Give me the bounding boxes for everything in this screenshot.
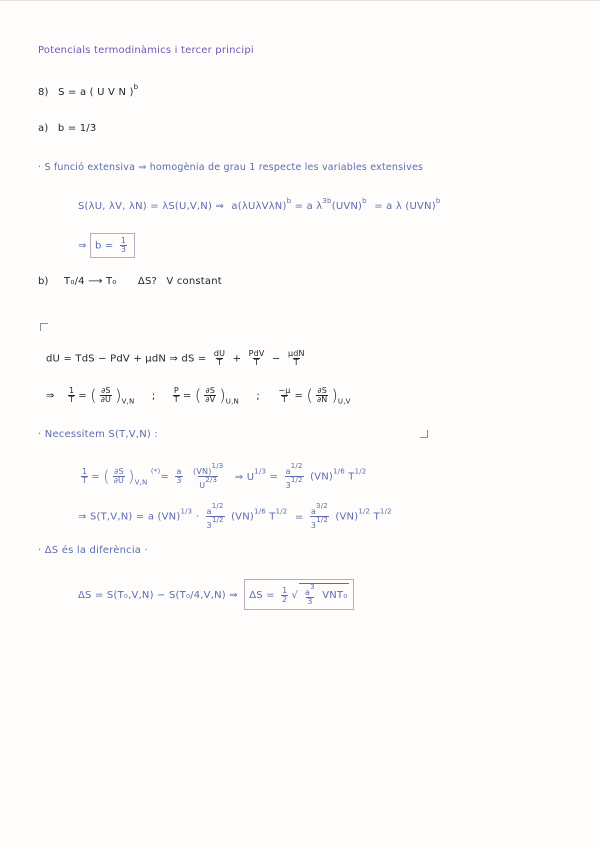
part-b-process: T₀/4 ⟶ T₀: [64, 276, 117, 287]
t1-partial-den: ∂U: [113, 476, 125, 485]
part-b-statement: [38, 277, 222, 287]
page-top-border: [0, 0, 600, 1]
t2-g-den: 3: [310, 521, 317, 530]
final-sqrt-den: 3: [307, 597, 313, 606]
t2-T: T: [269, 511, 276, 523]
rel3-lhs-num: −μ: [278, 386, 291, 395]
difference-note: · ΔS és la diferència ·: [38, 545, 148, 556]
t1-T-exp: 1/2: [354, 467, 367, 476]
t2-eq: =: [294, 511, 304, 523]
rel3-partial: [316, 387, 329, 404]
t2-f-den-exp: 1/2: [211, 516, 224, 524]
t1-c-den: 3: [285, 481, 291, 490]
bracket-top-left: [40, 323, 48, 331]
part-a-answer: [38, 124, 96, 134]
ds-frac-1-num: dU: [213, 349, 226, 358]
rel3-lhs-den: T: [281, 395, 287, 404]
t2-mid: (VN): [231, 511, 255, 523]
ds-frac-1-den: T: [217, 358, 223, 367]
rel1-partial-num: ∂S: [101, 386, 111, 395]
t1-star: (*): [150, 467, 161, 476]
problem-number: 8): [38, 87, 49, 98]
need-note: · Necessitem S(T,V,N) :: [38, 429, 158, 440]
t2-f-num-exp: 1/2: [211, 502, 224, 510]
t1-lhs: [81, 468, 88, 485]
t1-partial: [113, 468, 125, 485]
ds-frac-2: [248, 350, 266, 367]
rel3-partial-den: ∂N: [316, 395, 328, 404]
t2-g-frac: [310, 503, 329, 530]
homog-r1-exp: 3b: [322, 197, 332, 205]
rel-semicolon-2: ;: [256, 390, 260, 402]
rel1-lhs-num: 1: [68, 386, 75, 395]
final-result: [78, 579, 354, 610]
rel3-partial-num: ∂S: [317, 386, 328, 395]
t1-c-num: a: [285, 467, 291, 476]
rel2-lhs-den: T: [173, 395, 179, 404]
final-tail: VNT₀: [322, 590, 348, 601]
rel1-partial-den: ∂U: [100, 395, 112, 404]
t1-b-num-exp: 1/3: [211, 462, 224, 470]
final-box-lhs: ΔS =: [249, 590, 275, 601]
t1-a-frac: [175, 468, 182, 485]
homog-left: S(λU, λV, λN) = λS(U,V,N) ⇒: [78, 201, 225, 212]
t2-f-num: a: [206, 507, 212, 516]
ds-frac-1: [213, 350, 226, 367]
t1-T: T: [348, 471, 355, 483]
t1-b-num: (VN): [193, 467, 212, 476]
t1-b-frac: [192, 463, 224, 490]
t1-tail-exp: 1/6: [333, 467, 345, 476]
homog-r1b-exp: b: [362, 197, 367, 205]
problem-statement: [38, 84, 138, 98]
t2-tail-exp: 1/2: [358, 507, 371, 516]
part-a-note: · S funció extensiva ⇒ homogènia de grau 1 respecte les variables extensives: [38, 162, 424, 173]
t1-c-frac: [285, 463, 304, 490]
homog-r2: = a λ (UVN): [374, 201, 436, 212]
result-num: 1: [120, 236, 127, 245]
result-box: [90, 233, 135, 258]
t2-f-frac: [206, 503, 225, 530]
bracket-bottom-right: [420, 430, 428, 438]
page-title: Potencials termodinàmics i tercer principi: [38, 45, 254, 56]
t2-T2: T: [373, 511, 380, 523]
rel2-lhs: [173, 387, 180, 404]
rel3-lhs: [277, 387, 291, 404]
partial-relations: ⇒ $\frac{1}{T}$ = ( $\frac{\partial S}{\partial U}$ )$_{V,N}$ ; $\frac{P}{T}$ = ( $\frac{\partial S}{\partial V}$ )$_{U,N}$ ; $\frac{-\mu}{T}$ = ( $\frac{\partial S}{\partial N}$ )$_{U,V}$: [46, 385, 351, 406]
result-lhs: b =: [94, 240, 114, 252]
ds-frac-3: [287, 350, 306, 367]
final-frac-num: 1: [282, 585, 288, 595]
t1-tail: (VN): [310, 471, 334, 483]
rel1-sub: V,N: [121, 397, 135, 406]
t1-arrow-exp: 1/3: [254, 467, 267, 476]
problem-equation: S = a ( U V N ): [58, 87, 134, 98]
t1-a-num: a: [176, 467, 182, 476]
result-den: 3: [120, 245, 127, 254]
part-b-question: ΔS?: [137, 276, 158, 287]
rel2-sub: U,N: [225, 397, 239, 406]
t2-g-den-exp: 1/2: [316, 516, 329, 524]
rel-semicolon-1: ;: [151, 390, 156, 402]
final-box: ΔS = $\frac{1}{2}$ √ $\frac{a3}{3}$ VNT₀: [244, 579, 354, 610]
homog-mid: a(λUλVλN): [231, 201, 287, 212]
t2-f-den: 3: [206, 521, 212, 530]
problem-exponent: b: [133, 83, 139, 91]
du-line: dU = TdS − PdV + μdN ⇒ dS =: [46, 353, 207, 365]
final-frac: [281, 587, 288, 604]
final-frac-den: 2: [282, 594, 288, 604]
plus-sign: +: [232, 353, 242, 365]
final-sqrt-num-exp: 3: [310, 583, 315, 591]
homogeneity-equation: [78, 198, 440, 212]
t2-lhs-exp: 1/3: [180, 507, 193, 516]
part-b-label: b): [38, 276, 49, 287]
homog-r1b: (UVN): [331, 201, 363, 212]
t2-T2-exp: 1/2: [379, 507, 392, 516]
final-sqrt-num: a: [305, 588, 311, 597]
t1-b-den: U: [199, 481, 206, 490]
rel2-partial-den: ∂V: [205, 395, 216, 404]
t2-tail: (VN): [335, 511, 359, 523]
t1-sub: V,N: [134, 478, 148, 487]
part-a-value: b = 1/3: [57, 123, 97, 134]
rel1-partial: [100, 387, 112, 404]
part-a-label: a): [38, 123, 49, 134]
minus-sign: −: [271, 353, 281, 365]
t1-arrow: ⇒ U: [234, 471, 255, 483]
homog-r1: = a λ: [294, 201, 323, 212]
rel1-lhs: [68, 387, 75, 404]
result-arrow: ⇒: [78, 240, 87, 252]
t1-c-num-exp: 1/2: [290, 462, 303, 470]
temperature-relation: $\frac{1}{T}$ = ( $\frac{\partial S}{\partial U}$ )$_{V,N}$ (*)= $\frac{a}{3}$ $\frac{(VN)1/3}{U2/3}$ ⇒ $U^{1/3}$ = $\frac{a1/2}{31/2}$ (VN)$^{1/6}$ $T^{1/2}$: [82, 462, 367, 490]
rel2-lhs-num: P: [173, 386, 179, 395]
rel1-lhs-den: T: [69, 395, 75, 404]
entropy-expression: [78, 503, 392, 530]
t1-a-den: 3: [176, 476, 182, 485]
ds-frac-2-num: PdV: [248, 349, 265, 358]
rel-arrow: ⇒: [46, 390, 55, 402]
t2-g-num: a: [310, 507, 317, 516]
homog-mid-exp: b: [286, 197, 292, 205]
homog-r2-exp: b: [435, 197, 441, 205]
result-fraction: [120, 237, 127, 254]
ds-frac-3-num: μdN: [287, 349, 305, 358]
ds-frac-2-den: T: [254, 358, 260, 367]
part-b-condition: V constant: [166, 276, 222, 287]
t1-b-den-exp: 2/3: [205, 476, 218, 484]
t2-T-exp: 1/2: [275, 507, 288, 516]
t2-dot: ·: [195, 511, 200, 523]
t2-g-num-exp: 3/2: [316, 502, 328, 510]
fundamental-equation: [46, 350, 309, 367]
final-sqrt: [299, 583, 349, 606]
part-a-result: [78, 233, 135, 258]
rel2-partial-num: ∂S: [205, 386, 216, 395]
rel3-sub: U,V: [337, 397, 351, 406]
final-lhs: ΔS = S(T₀,V,N) − S(T₀/4,V,N) ⇒: [78, 590, 238, 601]
t2-mid-exp: 1/6: [254, 507, 266, 516]
t1-lhs-num: 1: [82, 467, 88, 476]
ds-frac-3-den: T: [293, 358, 299, 367]
t1-lhs-den: T: [82, 476, 88, 485]
t2-lhs: ⇒ S(T,V,N) = a (VN): [78, 511, 181, 523]
t1-partial-num: ∂S: [114, 467, 124, 476]
t1-c-den-exp: 1/2: [290, 476, 303, 484]
rel2-partial: [204, 387, 216, 404]
